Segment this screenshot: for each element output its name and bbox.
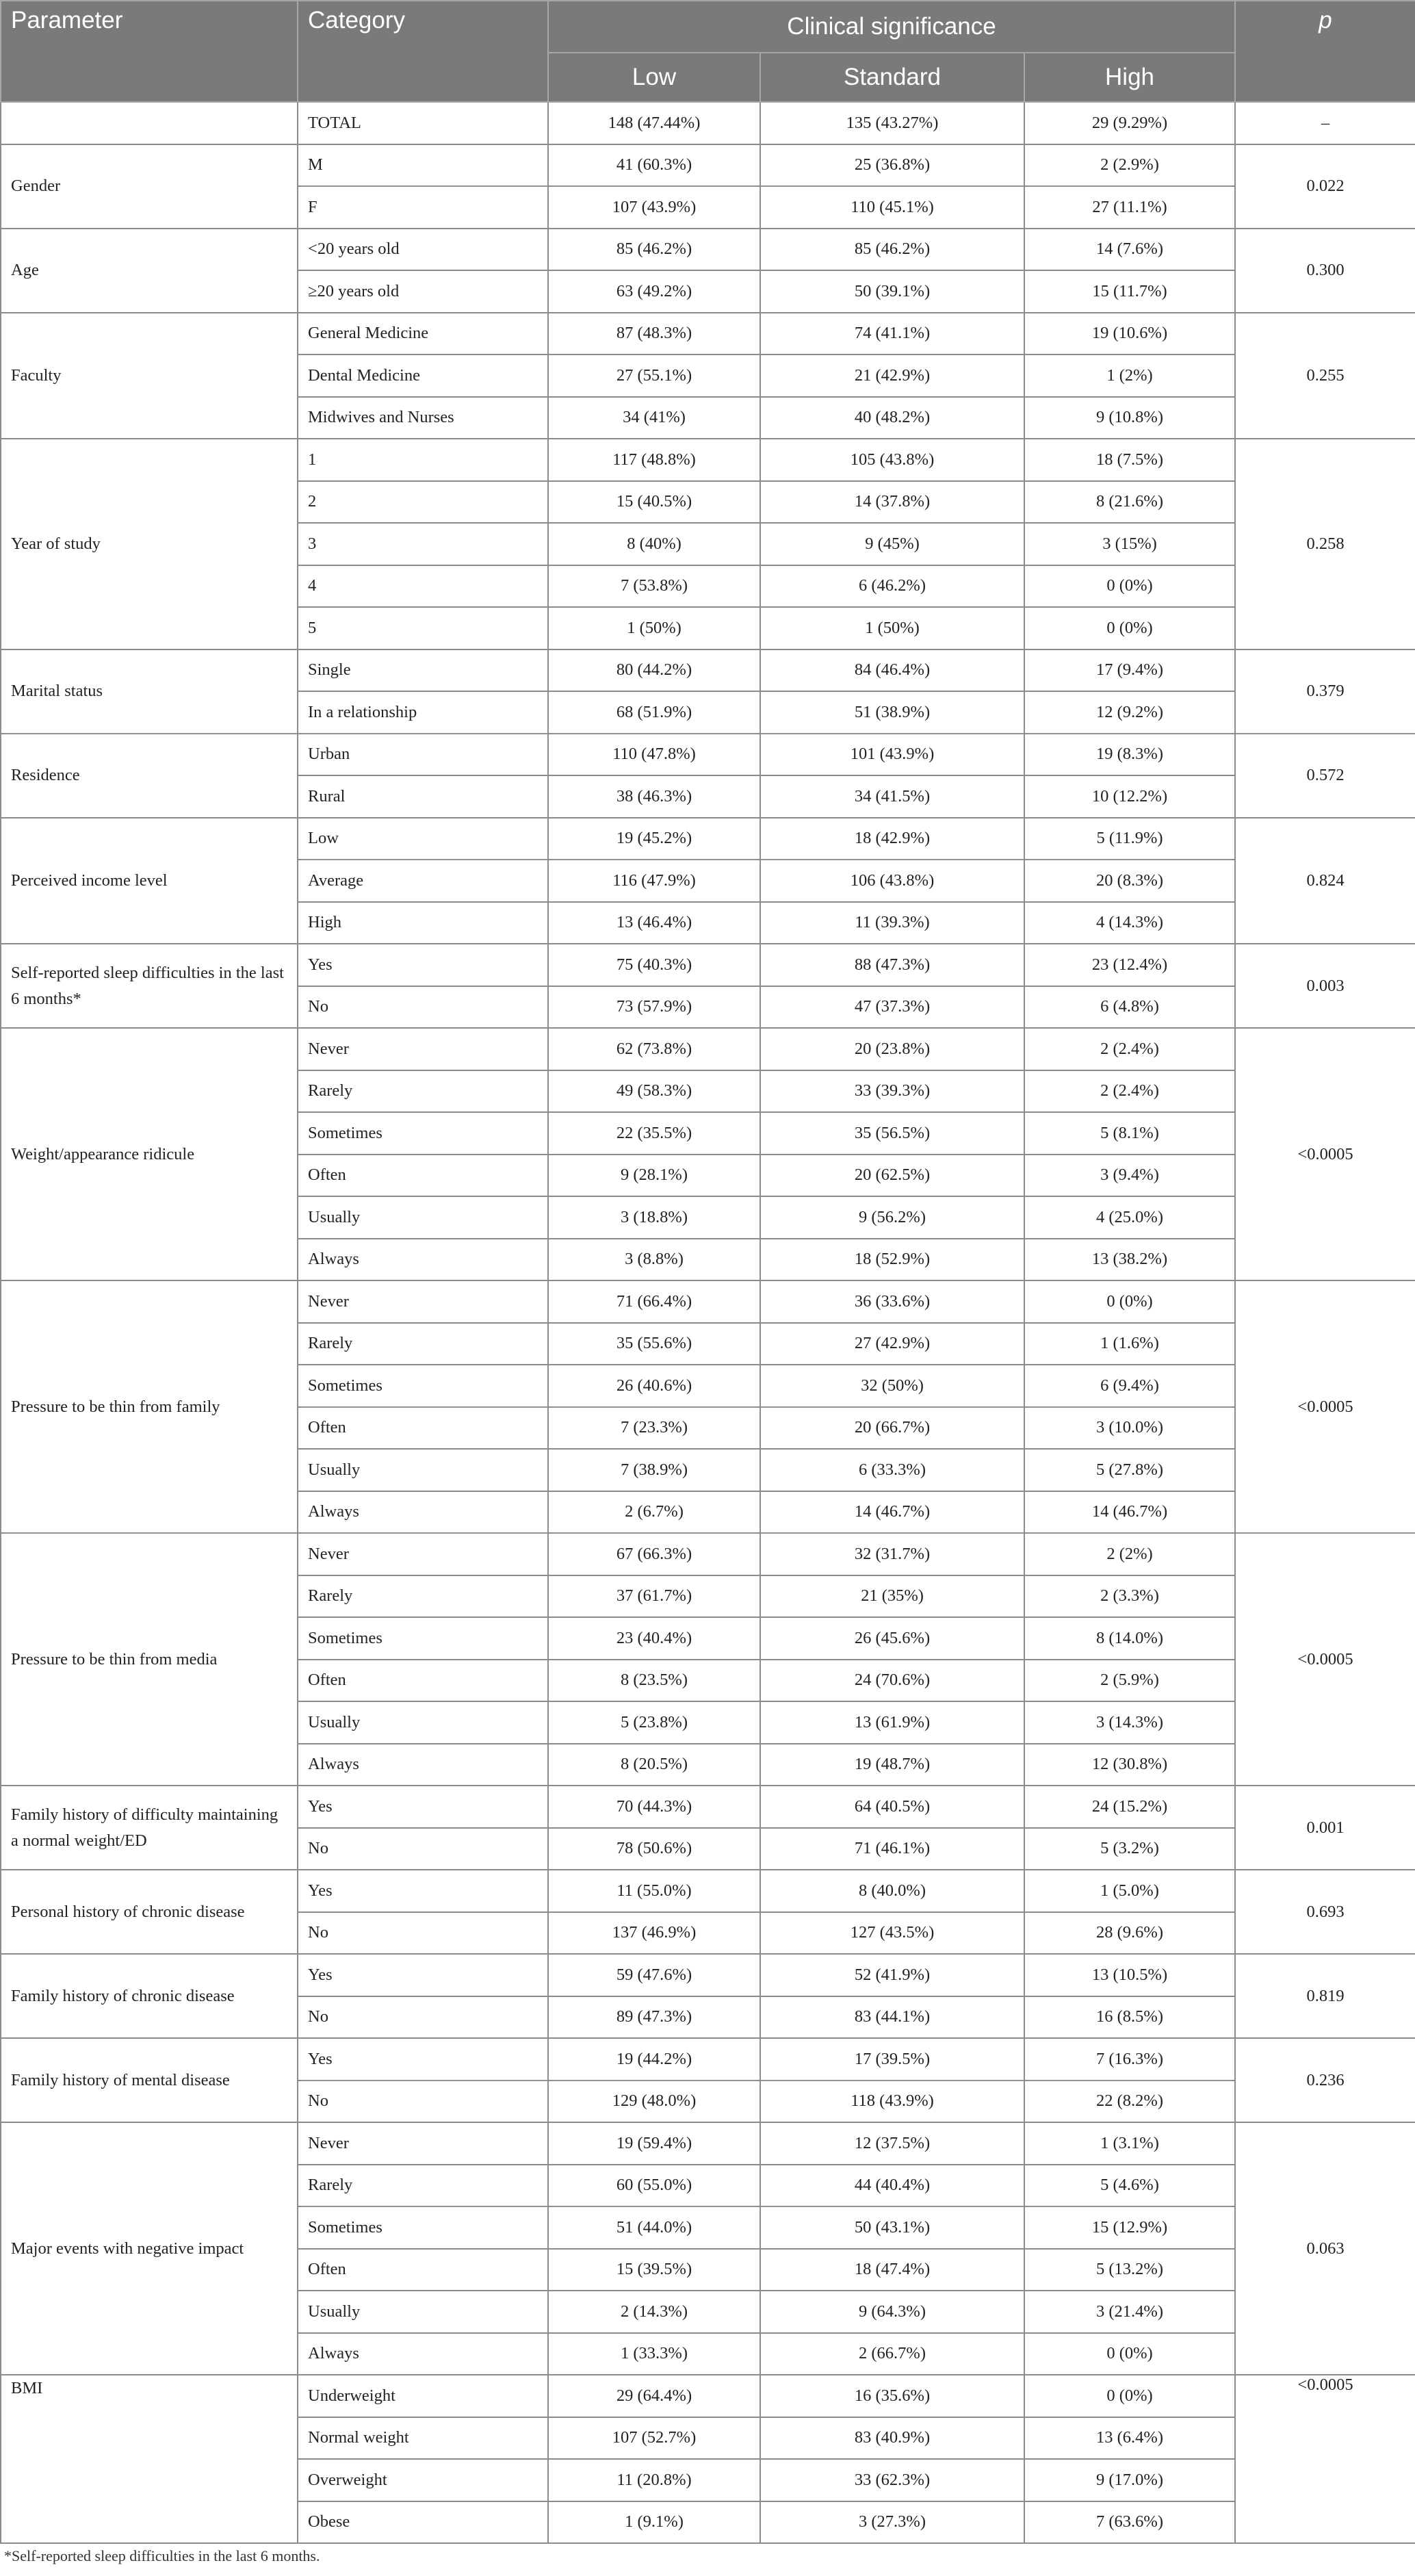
high-cell: 13 (10.5%)	[1024, 1954, 1235, 1996]
high-cell: 22 (8.2%)	[1024, 2081, 1235, 2123]
standard-cell: 16 (35.6%)	[760, 2375, 1024, 2417]
category-cell: Sometimes	[298, 1365, 548, 1407]
low-cell: 38 (46.3%)	[548, 775, 760, 818]
standard-cell: 14 (37.8%)	[760, 481, 1024, 524]
parameter-cell: BMI	[1, 2375, 298, 2543]
category-cell: No	[298, 1996, 548, 2039]
standard-cell: 13 (61.9%)	[760, 1701, 1024, 1744]
p-value-cell: 0.258	[1235, 439, 1415, 649]
low-cell: 89 (47.3%)	[548, 1996, 760, 2039]
high-cell: 4 (25.0%)	[1024, 1196, 1235, 1239]
table-row	[1, 734, 1415, 776]
standard-cell: 83 (44.1%)	[760, 1996, 1024, 2039]
category-cell: Rarely	[298, 1070, 548, 1113]
high-cell: 2 (2.4%)	[1024, 1070, 1235, 1113]
table-row	[1, 1870, 1415, 1912]
low-cell: 63 (49.2%)	[548, 270, 760, 313]
low-cell: 68 (51.9%)	[548, 691, 760, 734]
category-cell: Never	[298, 2122, 548, 2165]
header-high: High	[1024, 53, 1235, 102]
p-value-cell: 0.236	[1235, 2038, 1415, 2122]
parameter-cell: Weight/appearance ridicule	[1, 1028, 298, 1280]
standard-cell: 32 (50%)	[760, 1365, 1024, 1407]
low-cell: 110 (47.8%)	[548, 734, 760, 776]
low-cell: 22 (35.5%)	[548, 1112, 760, 1155]
parameter-cell: Family history of difficulty maintaining a normal weight/ED	[1, 1786, 298, 1870]
category-cell: Underweight	[298, 2375, 548, 2417]
parameter-cell: Self-reported sleep difficulties in the last 6 months*	[1, 944, 298, 1028]
table-body	[1, 102, 1415, 2543]
table-row	[1, 1533, 1415, 1575]
standard-cell: 14 (46.7%)	[760, 1491, 1024, 1534]
high-cell: 1 (3.1%)	[1024, 2122, 1235, 2165]
high-cell: 7 (63.6%)	[1024, 2501, 1235, 2544]
p-value-cell: –	[1235, 102, 1415, 144]
category-cell: Often	[298, 1660, 548, 1702]
standard-cell: 6 (46.2%)	[760, 565, 1024, 608]
high-cell: 27 (11.1%)	[1024, 186, 1235, 229]
high-cell: 1 (2%)	[1024, 355, 1235, 397]
parameter-cell: Faculty	[1, 313, 298, 439]
high-cell: 5 (8.1%)	[1024, 1112, 1235, 1155]
high-cell: 9 (17.0%)	[1024, 2459, 1235, 2501]
standard-cell: 20 (66.7%)	[760, 1407, 1024, 1450]
low-cell: 15 (40.5%)	[548, 481, 760, 524]
high-cell: 5 (11.9%)	[1024, 818, 1235, 860]
standard-cell: 88 (47.3%)	[760, 944, 1024, 986]
p-value-cell: <0.0005	[1235, 1280, 1415, 1533]
category-cell: Never	[298, 1280, 548, 1323]
low-cell: 116 (47.9%)	[548, 860, 760, 902]
high-cell: 29 (9.29%)	[1024, 102, 1235, 144]
standard-cell: 36 (33.6%)	[760, 1280, 1024, 1323]
high-cell: 10 (12.2%)	[1024, 775, 1235, 818]
table-row	[1, 144, 1415, 187]
table-header	[1, 1, 1415, 102]
standard-cell: 71 (46.1%)	[760, 1828, 1024, 1870]
category-cell: Never	[298, 1533, 548, 1575]
low-cell: 107 (43.9%)	[548, 186, 760, 229]
low-cell: 7 (53.8%)	[548, 565, 760, 608]
low-cell: 23 (40.4%)	[548, 1617, 760, 1660]
standard-cell: 85 (46.2%)	[760, 229, 1024, 271]
table-row	[1, 2375, 1415, 2417]
standard-cell: 50 (43.1%)	[760, 2206, 1024, 2249]
category-cell: High	[298, 902, 548, 944]
p-value-cell: 0.022	[1235, 144, 1415, 229]
standard-cell: 9 (45%)	[760, 523, 1024, 565]
high-cell: 20 (8.3%)	[1024, 860, 1235, 902]
standard-cell: 20 (23.8%)	[760, 1028, 1024, 1070]
category-cell: Sometimes	[298, 1617, 548, 1660]
high-cell: 24 (15.2%)	[1024, 1786, 1235, 1828]
high-cell: 15 (11.7%)	[1024, 270, 1235, 313]
category-cell: Sometimes	[298, 1112, 548, 1155]
high-cell: 6 (4.8%)	[1024, 986, 1235, 1029]
high-cell: 14 (7.6%)	[1024, 229, 1235, 271]
low-cell: 37 (61.7%)	[548, 1575, 760, 1618]
standard-cell: 33 (39.3%)	[760, 1070, 1024, 1113]
category-cell: Rarely	[298, 1323, 548, 1365]
low-cell: 87 (48.3%)	[548, 313, 760, 355]
low-cell: 75 (40.3%)	[548, 944, 760, 986]
standard-cell: 35 (56.5%)	[760, 1112, 1024, 1155]
standard-cell: 51 (38.9%)	[760, 691, 1024, 734]
standard-cell: 101 (43.9%)	[760, 734, 1024, 776]
low-cell: 51 (44.0%)	[548, 2206, 760, 2249]
table-row	[1, 1954, 1415, 1996]
high-cell: 3 (10.0%)	[1024, 1407, 1235, 1450]
low-cell: 8 (20.5%)	[548, 1744, 760, 1786]
standard-cell: 11 (39.3%)	[760, 902, 1024, 944]
low-cell: 137 (46.9%)	[548, 1912, 760, 1955]
standard-cell: 110 (45.1%)	[760, 186, 1024, 229]
parameter-cell: Perceived income level	[1, 818, 298, 944]
high-cell: 2 (5.9%)	[1024, 1660, 1235, 1702]
standard-cell: 9 (64.3%)	[760, 2291, 1024, 2333]
category-cell: Dental Medicine	[298, 355, 548, 397]
standard-cell: 105 (43.8%)	[760, 439, 1024, 481]
category-cell: Always	[298, 1491, 548, 1534]
footnote: *Self-reported sleep difficulties in the last 6 months.	[4, 2547, 320, 2564]
high-cell: 12 (30.8%)	[1024, 1744, 1235, 1786]
category-cell: Yes	[298, 1870, 548, 1912]
standard-cell: 118 (43.9%)	[760, 2081, 1024, 2123]
high-cell: 28 (9.6%)	[1024, 1912, 1235, 1955]
high-cell: 13 (6.4%)	[1024, 2417, 1235, 2460]
category-cell: M	[298, 144, 548, 187]
standard-cell: 21 (35%)	[760, 1575, 1024, 1618]
standard-cell: 2 (66.7%)	[760, 2333, 1024, 2375]
high-cell: 16 (8.5%)	[1024, 1996, 1235, 2039]
low-cell: 49 (58.3%)	[548, 1070, 760, 1113]
category-cell: Average	[298, 860, 548, 902]
category-cell: In a relationship	[298, 691, 548, 734]
high-cell: 8 (21.6%)	[1024, 481, 1235, 524]
high-cell: 14 (46.7%)	[1024, 1491, 1235, 1534]
high-cell: 19 (8.3%)	[1024, 734, 1235, 776]
low-cell: 8 (40%)	[548, 523, 760, 565]
p-value-cell: 0.300	[1235, 229, 1415, 313]
parameter-cell: Gender	[1, 144, 298, 229]
category-cell: Rural	[298, 775, 548, 818]
parameter-cell: Major events with negative impact	[1, 2122, 298, 2375]
p-value-cell: 0.255	[1235, 313, 1415, 439]
high-cell: 0 (0%)	[1024, 607, 1235, 649]
category-cell: Always	[298, 1744, 548, 1786]
p-value-cell: 0.063	[1235, 2122, 1415, 2375]
p-value-cell: 0.379	[1235, 649, 1415, 734]
low-cell: 35 (55.6%)	[548, 1323, 760, 1365]
standard-cell: 127 (43.5%)	[760, 1912, 1024, 1955]
standard-cell: 17 (39.5%)	[760, 2038, 1024, 2081]
low-cell: 41 (60.3%)	[548, 144, 760, 187]
high-cell: 9 (10.8%)	[1024, 397, 1235, 439]
p-value-cell: 0.003	[1235, 944, 1415, 1028]
low-cell: 19 (45.2%)	[548, 818, 760, 860]
category-cell: Yes	[298, 944, 548, 986]
header-clinical-significance: Clinical significance	[548, 1, 1235, 53]
low-cell: 11 (55.0%)	[548, 1870, 760, 1912]
low-cell: 73 (57.9%)	[548, 986, 760, 1029]
high-cell: 5 (3.2%)	[1024, 1828, 1235, 1870]
high-cell: 1 (5.0%)	[1024, 1870, 1235, 1912]
p-value-cell: 0.819	[1235, 1954, 1415, 2038]
parameter-cell: Family history of mental disease	[1, 2038, 298, 2122]
standard-cell: 32 (31.7%)	[760, 1533, 1024, 1575]
low-cell: 7 (38.9%)	[548, 1449, 760, 1491]
p-value-cell: 0.572	[1235, 734, 1415, 818]
high-cell: 4 (14.3%)	[1024, 902, 1235, 944]
standard-cell: 84 (46.4%)	[760, 649, 1024, 692]
low-cell: 1 (9.1%)	[548, 2501, 760, 2544]
standard-cell: 8 (40.0%)	[760, 1870, 1024, 1912]
high-cell: 3 (15%)	[1024, 523, 1235, 565]
high-cell: 7 (16.3%)	[1024, 2038, 1235, 2081]
high-cell: 5 (27.8%)	[1024, 1449, 1235, 1491]
table-row	[1, 439, 1415, 481]
low-cell: 78 (50.6%)	[548, 1828, 760, 1870]
low-cell: 5 (23.8%)	[548, 1701, 760, 1744]
category-cell: Yes	[298, 2038, 548, 2081]
high-cell: 0 (0%)	[1024, 2375, 1235, 2417]
low-cell: 59 (47.6%)	[548, 1954, 760, 1996]
parameter-cell: Pressure to be thin from family	[1, 1280, 298, 1533]
category-cell: 3	[298, 523, 548, 565]
parameter-cell: Family history of chronic disease	[1, 1954, 298, 2038]
low-cell: 67 (66.3%)	[548, 1533, 760, 1575]
category-cell: No	[298, 1912, 548, 1955]
category-cell: Always	[298, 2333, 548, 2375]
low-cell: 8 (23.5%)	[548, 1660, 760, 1702]
high-cell: 0 (0%)	[1024, 565, 1235, 608]
standard-cell: 3 (27.3%)	[760, 2501, 1024, 2544]
high-cell: 2 (2.9%)	[1024, 144, 1235, 187]
high-cell: 3 (21.4%)	[1024, 2291, 1235, 2333]
high-cell: 5 (13.2%)	[1024, 2249, 1235, 2291]
category-cell: Usually	[298, 1701, 548, 1744]
low-cell: 15 (39.5%)	[548, 2249, 760, 2291]
high-cell: 13 (38.2%)	[1024, 1239, 1235, 1281]
category-cell: Yes	[298, 1786, 548, 1828]
category-cell: 2	[298, 481, 548, 524]
low-cell: 117 (48.8%)	[548, 439, 760, 481]
table-row	[1, 229, 1415, 271]
high-cell: 3 (9.4%)	[1024, 1155, 1235, 1197]
header-category: Category	[298, 1, 548, 102]
parameter-cell: Marital status	[1, 649, 298, 734]
parameter-cell: Pressure to be thin from media	[1, 1533, 298, 1786]
category-cell: Yes	[298, 1954, 548, 1996]
standard-cell: 40 (48.2%)	[760, 397, 1024, 439]
header-row	[1, 1, 1415, 53]
low-cell: 26 (40.6%)	[548, 1365, 760, 1407]
high-cell: 2 (2.4%)	[1024, 1028, 1235, 1070]
table-row	[1, 944, 1415, 986]
category-cell: Overweight	[298, 2459, 548, 2501]
category-cell: 5	[298, 607, 548, 649]
table-row	[1, 1786, 1415, 1828]
header-standard: Standard	[760, 53, 1024, 102]
low-cell: 62 (73.8%)	[548, 1028, 760, 1070]
high-cell: 12 (9.2%)	[1024, 691, 1235, 734]
low-cell: 70 (44.3%)	[548, 1786, 760, 1828]
low-cell: 1 (33.3%)	[548, 2333, 760, 2375]
category-cell: TOTAL	[298, 102, 548, 144]
header-p: p	[1235, 1, 1415, 102]
low-cell: 11 (20.8%)	[548, 2459, 760, 2501]
low-cell: 9 (28.1%)	[548, 1155, 760, 1197]
category-cell: Sometimes	[298, 2206, 548, 2249]
high-cell: 19 (10.6%)	[1024, 313, 1235, 355]
standard-cell: 25 (36.8%)	[760, 144, 1024, 187]
parameter-cell: Personal history of chronic disease	[1, 1870, 298, 1954]
low-cell: 2 (14.3%)	[548, 2291, 760, 2333]
category-cell: Low	[298, 818, 548, 860]
low-cell: 129 (48.0%)	[548, 2081, 760, 2123]
category-cell: Never	[298, 1028, 548, 1070]
low-cell: 60 (55.0%)	[548, 2165, 760, 2207]
standard-cell: 34 (41.5%)	[760, 775, 1024, 818]
standard-cell: 19 (48.7%)	[760, 1744, 1024, 1786]
category-cell: Often	[298, 1407, 548, 1450]
high-cell: 0 (0%)	[1024, 1280, 1235, 1323]
standard-cell: 83 (40.9%)	[760, 2417, 1024, 2460]
high-cell: 5 (4.6%)	[1024, 2165, 1235, 2207]
low-cell: 85 (46.2%)	[548, 229, 760, 271]
standard-cell: 74 (41.1%)	[760, 313, 1024, 355]
high-cell: 3 (14.3%)	[1024, 1701, 1235, 1744]
standard-cell: 33 (62.3%)	[760, 2459, 1024, 2501]
table-row	[1, 102, 1415, 144]
standard-cell: 47 (37.3%)	[760, 986, 1024, 1029]
p-value-cell: <0.0005	[1235, 1028, 1415, 1280]
category-cell: Usually	[298, 2291, 548, 2333]
standard-cell: 21 (42.9%)	[760, 355, 1024, 397]
category-cell: Always	[298, 1239, 548, 1281]
p-value-cell: 0.824	[1235, 818, 1415, 944]
low-cell: 27 (55.1%)	[548, 355, 760, 397]
standard-cell: 44 (40.4%)	[760, 2165, 1024, 2207]
high-cell: 2 (3.3%)	[1024, 1575, 1235, 1618]
standard-cell: 20 (62.5%)	[760, 1155, 1024, 1197]
table-row	[1, 2038, 1415, 2081]
parameter-cell	[1, 102, 298, 144]
standard-cell: 18 (52.9%)	[760, 1239, 1024, 1281]
parameter-cell: Residence	[1, 734, 298, 818]
high-cell: 6 (9.4%)	[1024, 1365, 1235, 1407]
category-cell: Normal weight	[298, 2417, 548, 2460]
category-cell: <20 years old	[298, 229, 548, 271]
table-row	[1, 313, 1415, 355]
category-cell: Usually	[298, 1449, 548, 1491]
table-row	[1, 649, 1415, 692]
standard-cell: 135 (43.27%)	[760, 102, 1024, 144]
p-value-cell: <0.0005	[1235, 2375, 1415, 2543]
category-cell: General Medicine	[298, 313, 548, 355]
standard-cell: 18 (42.9%)	[760, 818, 1024, 860]
high-cell: 17 (9.4%)	[1024, 649, 1235, 692]
high-cell: 1 (1.6%)	[1024, 1323, 1235, 1365]
standard-cell: 52 (41.9%)	[760, 1954, 1024, 1996]
header-low: Low	[548, 53, 760, 102]
parameter-cell: Age	[1, 229, 298, 313]
table-row	[1, 1028, 1415, 1070]
low-cell: 2 (6.7%)	[548, 1491, 760, 1534]
low-cell: 19 (44.2%)	[548, 2038, 760, 2081]
low-cell: 19 (59.4%)	[548, 2122, 760, 2165]
standard-cell: 12 (37.5%)	[760, 2122, 1024, 2165]
category-cell: No	[298, 986, 548, 1029]
category-cell: F	[298, 186, 548, 229]
high-cell: 23 (12.4%)	[1024, 944, 1235, 986]
table-row	[1, 818, 1415, 860]
low-cell: 71 (66.4%)	[548, 1280, 760, 1323]
category-cell: Urban	[298, 734, 548, 776]
category-cell: 1	[298, 439, 548, 481]
table-row	[1, 1280, 1415, 1323]
category-cell: Often	[298, 2249, 548, 2291]
standard-cell: 6 (33.3%)	[760, 1449, 1024, 1491]
low-cell: 3 (18.8%)	[548, 1196, 760, 1239]
p-value-cell: <0.0005	[1235, 1533, 1415, 1786]
standard-cell: 106 (43.8%)	[760, 860, 1024, 902]
low-cell: 1 (50%)	[548, 607, 760, 649]
high-cell: 8 (14.0%)	[1024, 1617, 1235, 1660]
header-parameter: Parameter	[1, 1, 298, 102]
high-cell: 2 (2%)	[1024, 1533, 1235, 1575]
category-cell: No	[298, 1828, 548, 1870]
category-cell: Rarely	[298, 2165, 548, 2207]
standard-cell: 1 (50%)	[760, 607, 1024, 649]
category-cell: Single	[298, 649, 548, 692]
low-cell: 7 (23.3%)	[548, 1407, 760, 1450]
category-cell: ≥20 years old	[298, 270, 548, 313]
low-cell: 107 (52.7%)	[548, 2417, 760, 2460]
low-cell: 80 (44.2%)	[548, 649, 760, 692]
standard-cell: 27 (42.9%)	[760, 1323, 1024, 1365]
p-value-cell: 0.693	[1235, 1870, 1415, 1954]
standard-cell: 50 (39.1%)	[760, 270, 1024, 313]
low-cell: 148 (47.44%)	[548, 102, 760, 144]
low-cell: 13 (46.4%)	[548, 902, 760, 944]
low-cell: 3 (8.8%)	[548, 1239, 760, 1281]
standard-cell: 18 (47.4%)	[760, 2249, 1024, 2291]
category-cell: Midwives and Nurses	[298, 397, 548, 439]
high-cell: 0 (0%)	[1024, 2333, 1235, 2375]
category-cell: Obese	[298, 2501, 548, 2544]
high-cell: 18 (7.5%)	[1024, 439, 1235, 481]
p-value-cell: 0.001	[1235, 1786, 1415, 1870]
standard-cell: 26 (45.6%)	[760, 1617, 1024, 1660]
high-cell: 15 (12.9%)	[1024, 2206, 1235, 2249]
category-cell: Usually	[298, 1196, 548, 1239]
standard-cell: 24 (70.6%)	[760, 1660, 1024, 1702]
parameter-cell: Year of study	[1, 439, 298, 649]
low-cell: 34 (41%)	[548, 397, 760, 439]
category-cell: No	[298, 2081, 548, 2123]
category-cell: Often	[298, 1155, 548, 1197]
standard-cell: 64 (40.5%)	[760, 1786, 1024, 1828]
low-cell: 29 (64.4%)	[548, 2375, 760, 2417]
table-row	[1, 2122, 1415, 2165]
standard-cell: 9 (56.2%)	[760, 1196, 1024, 1239]
category-cell: Rarely	[298, 1575, 548, 1618]
category-cell: 4	[298, 565, 548, 608]
